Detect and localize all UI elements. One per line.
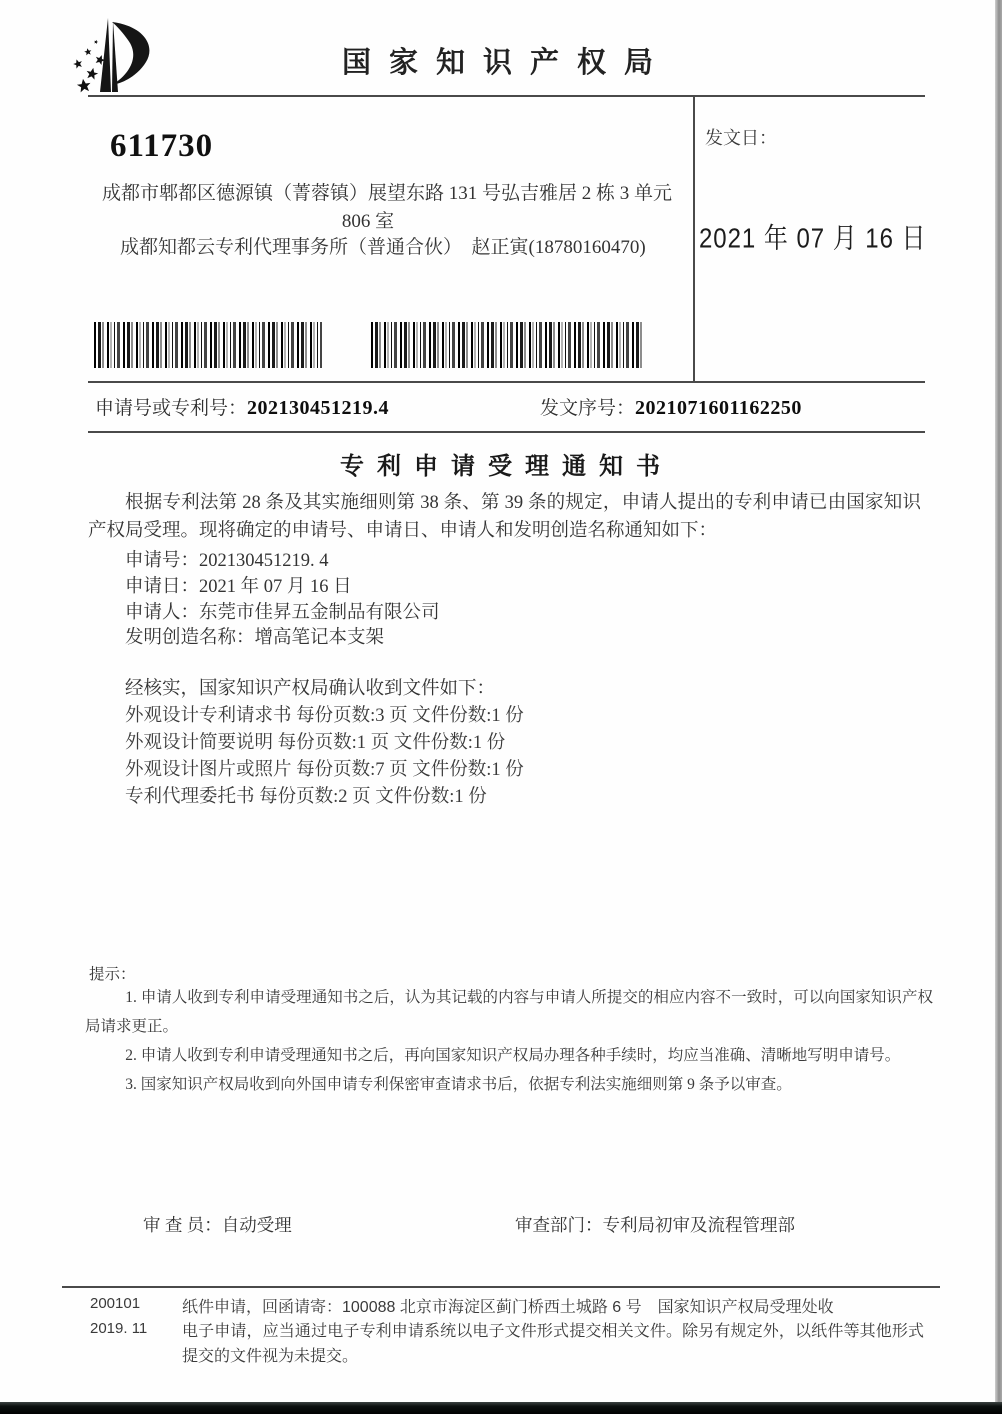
department-value: 专利局初审及流程管理部 bbox=[602, 1215, 795, 1235]
field-value: 增高笔记本支架 bbox=[254, 628, 385, 648]
recipient-address-line1: 成都市郫都区德源镇（菁蓉镇）展望东路 131 号弘吉雅居 2 栋 3 单元 bbox=[102, 183, 673, 204]
agency-title: 国家知识产权局 bbox=[341, 47, 671, 79]
notice-intro-paragraph: 根据专利法第 28 条及其实施细则第 38 条、第 39 条的规定，申请人提出的专利申请已由国家知识产权局受理。现将确定的申请号、申请日、申请人和发明创造名称通知如下： bbox=[88, 493, 921, 541]
received-doc-item: 外观设计图片或照片 每份页数:7 页 文件份数:1 份 bbox=[125, 760, 524, 780]
barcode-application-number bbox=[94, 322, 322, 368]
barcode-serial-number bbox=[371, 322, 643, 368]
footer-efiling-note: 电子申请，应当通过电子专利申请系统以电子文件形式提交相关文件。除另有规定外，以纸件等其他形式提交的文件视为未提交。 bbox=[182, 1323, 924, 1365]
field-label: 申请日： bbox=[125, 577, 200, 597]
department-label: 审查部门： bbox=[515, 1215, 603, 1235]
serial-number-row bbox=[540, 393, 802, 420]
barcode-bottom-rule bbox=[88, 381, 925, 383]
examiner-row bbox=[143, 1212, 292, 1237]
field-label: 申请号： bbox=[125, 551, 200, 571]
serial-number-value: 2021071601162250 bbox=[635, 397, 802, 419]
footer-paper-filing-note: 纸件申请，回函请寄：100088 北京市海淀区蓟门桥西土城路 6 号 国家知识产权局受理处收 bbox=[182, 1299, 834, 1316]
tips-label: 提示： bbox=[89, 966, 136, 983]
field-application-number bbox=[125, 546, 329, 572]
field-value: 东莞市佳昇五金制品有限公司 bbox=[199, 603, 440, 623]
field-value: 202130451219. 4 bbox=[199, 551, 329, 571]
scan-edge-right bbox=[995, 0, 1002, 1414]
application-number-value: 202130451219.4 bbox=[247, 397, 390, 419]
field-label: 申请人： bbox=[125, 603, 200, 623]
examiner-label: 审 查 员： bbox=[143, 1215, 222, 1235]
tips-section bbox=[85, 983, 933, 1099]
mail-routing-code: 611730 bbox=[110, 128, 214, 164]
footer-rule bbox=[62, 1286, 940, 1288]
field-filing-date bbox=[125, 572, 352, 598]
notice-title: 专利申请受理通知书 bbox=[340, 454, 673, 480]
header-rule bbox=[88, 95, 925, 97]
department-row bbox=[515, 1212, 795, 1237]
serial-number-label: 发文序号： bbox=[540, 398, 636, 419]
scan-edge-bottom bbox=[0, 1402, 1002, 1414]
issue-date-label: 发文日： bbox=[705, 128, 777, 148]
tip-item-3: 3. 国家知识产权局收到向外国申请专利保密审查请求书后，依据专利法实施细则第 9 条予以审查。 bbox=[125, 1076, 792, 1093]
received-doc-item: 专利代理委托书 每份页数:2 页 文件份数:1 份 bbox=[125, 787, 487, 807]
field-label: 发明创造名称： bbox=[125, 628, 255, 648]
form-revision-date: 2019. 11 bbox=[90, 1320, 148, 1337]
field-applicant bbox=[125, 598, 440, 624]
application-number-row bbox=[95, 393, 389, 420]
form-code: 200101 bbox=[90, 1295, 141, 1312]
ref-row-bottom-rule bbox=[88, 431, 925, 433]
application-number-label: 申请号或专利号： bbox=[95, 398, 248, 419]
recipient-address-line2: 806 室 bbox=[341, 211, 395, 232]
field-invention-title bbox=[125, 623, 384, 649]
agent-line: 成都知都云专利代理事务所（普通合伙） 赵正寅(18780160470) bbox=[120, 237, 646, 258]
tip-item-1: 1. 申请人收到专利申请受理通知书之后，认为其记载的内容与申请人所提交的相应内容不一致时，可以向国家知识产权局请求更正。 bbox=[85, 989, 933, 1035]
received-doc-item: 外观设计简要说明 每份页数:1 页 文件份数:1 份 bbox=[125, 733, 506, 753]
received-doc-item: 外观设计专利请求书 每份页数:3 页 文件份数:1 份 bbox=[125, 706, 524, 726]
issue-date-value: 2021 年 07 月 16 日 bbox=[699, 222, 927, 255]
field-value: 2021 年 07 月 16 日 bbox=[199, 577, 352, 597]
received-docs-intro: 经核实，国家知识产权局确认收到文件如下： bbox=[125, 679, 496, 699]
examiner-value: 自动受理 bbox=[221, 1215, 292, 1235]
tip-item-2: 2. 申请人收到专利申请受理通知书之后，再向国家知识产权局办理各种手续时，均应当准确、清晰地写明申请号。 bbox=[125, 1047, 901, 1064]
